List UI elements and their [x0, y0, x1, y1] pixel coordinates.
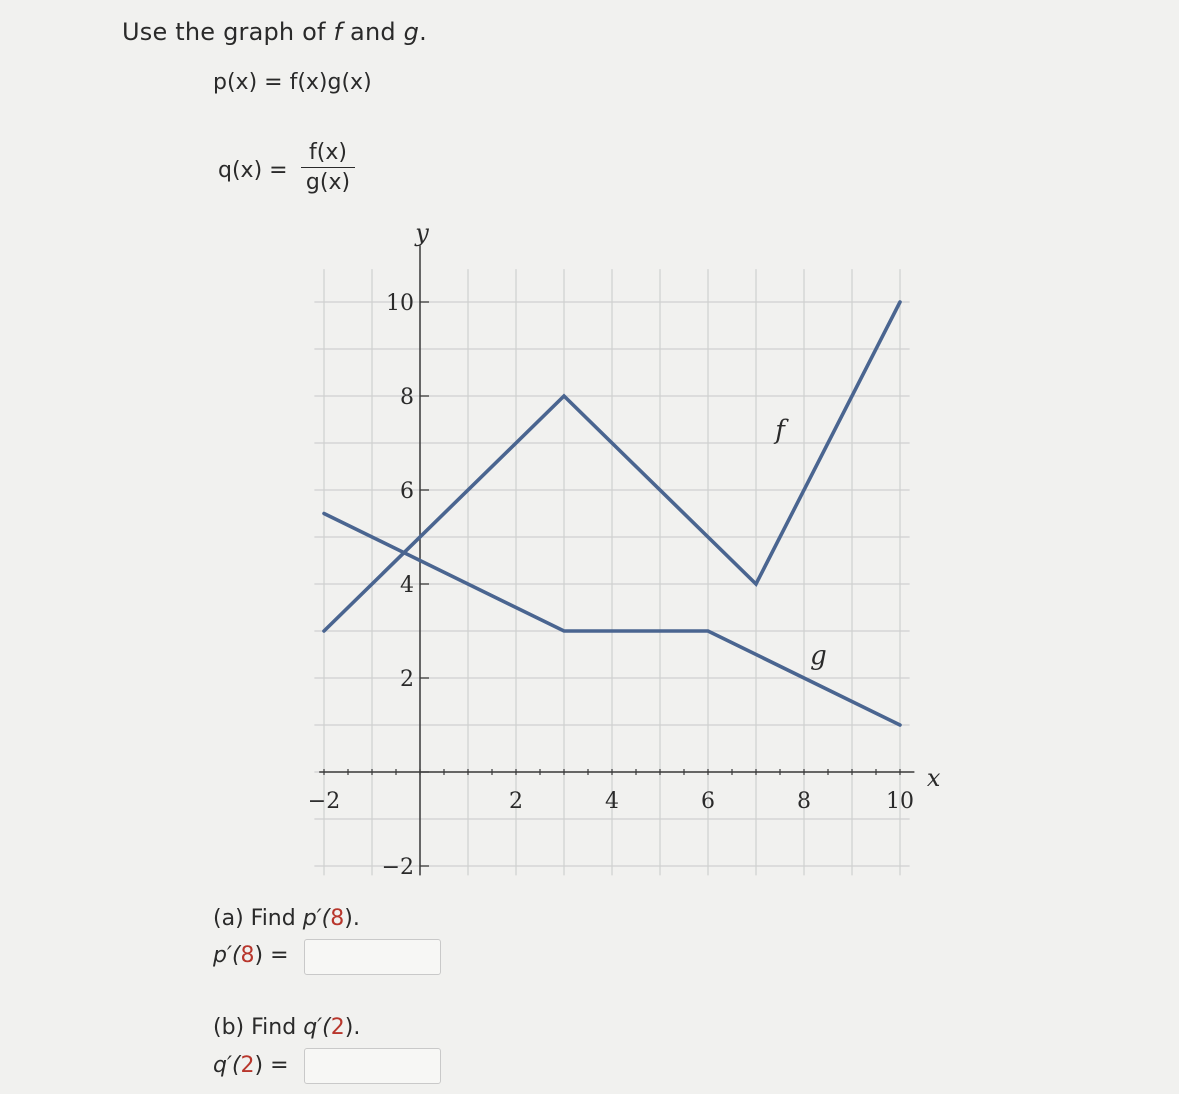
- prompt-f: f: [333, 18, 343, 46]
- question-a-close: ).: [344, 906, 360, 931]
- series-f-label: f: [775, 415, 785, 446]
- prompt-text: Use the graph of: [122, 18, 326, 46]
- answer-b-input[interactable]: [304, 1048, 441, 1084]
- question-a: [213, 906, 360, 931]
- equation-q-lhs: q(x) =: [218, 158, 288, 183]
- answer-a-arg: 8: [240, 943, 255, 968]
- y-tick-label: 6: [400, 479, 414, 504]
- equation-q-fraction: [300, 140, 356, 195]
- series-g-label: g: [810, 640, 827, 671]
- prompt-and: and: [350, 18, 396, 46]
- function-graph: [300, 225, 960, 895]
- equation-p: p(x) = f(x)g(x): [213, 70, 372, 95]
- fraction-numerator: f(x): [309, 140, 347, 165]
- question-b-close: ).: [344, 1015, 361, 1040]
- x-tick-label: 6: [701, 789, 715, 814]
- y-tick-label: 8: [400, 385, 414, 410]
- answer-b-arg: 2: [240, 1053, 255, 1078]
- x-tick-label: −2: [307, 789, 341, 814]
- x-tick-label: 4: [605, 789, 619, 814]
- question-b-label: (b) Find: [213, 1015, 304, 1040]
- question-b: [213, 1015, 360, 1040]
- question-a-arg: 8: [330, 906, 345, 931]
- fraction-denominator: g(x): [305, 170, 351, 195]
- y-tick-label: −2: [381, 855, 414, 880]
- answer-a-close: ) =: [254, 943, 289, 968]
- y-tick-label: 10: [386, 291, 414, 316]
- answer-a-input[interactable]: [304, 939, 441, 975]
- question-a-func: p′(: [302, 906, 331, 931]
- answer-a-label: [213, 943, 289, 968]
- y-axis-label: y: [415, 225, 429, 247]
- x-tick-label: 10: [886, 789, 914, 814]
- question-b-arg: 2: [330, 1015, 345, 1040]
- x-axis-label: x: [926, 764, 941, 792]
- question-b-func: q′(: [303, 1015, 331, 1040]
- problem-prompt: [122, 18, 427, 46]
- y-tick-label: 4: [400, 573, 414, 598]
- prompt-g: g: [403, 18, 420, 46]
- question-a-label: (a) Find: [213, 906, 303, 931]
- x-tick-label: 8: [797, 789, 811, 814]
- answer-a-func: p′(: [213, 943, 241, 968]
- y-tick-label: 2: [400, 667, 414, 692]
- answer-b-func: q′(: [213, 1053, 241, 1078]
- x-tick-label: 2: [509, 789, 523, 814]
- answer-b-label: [213, 1053, 289, 1078]
- prompt-end: .: [419, 18, 427, 46]
- answer-b-close: ) =: [254, 1053, 289, 1078]
